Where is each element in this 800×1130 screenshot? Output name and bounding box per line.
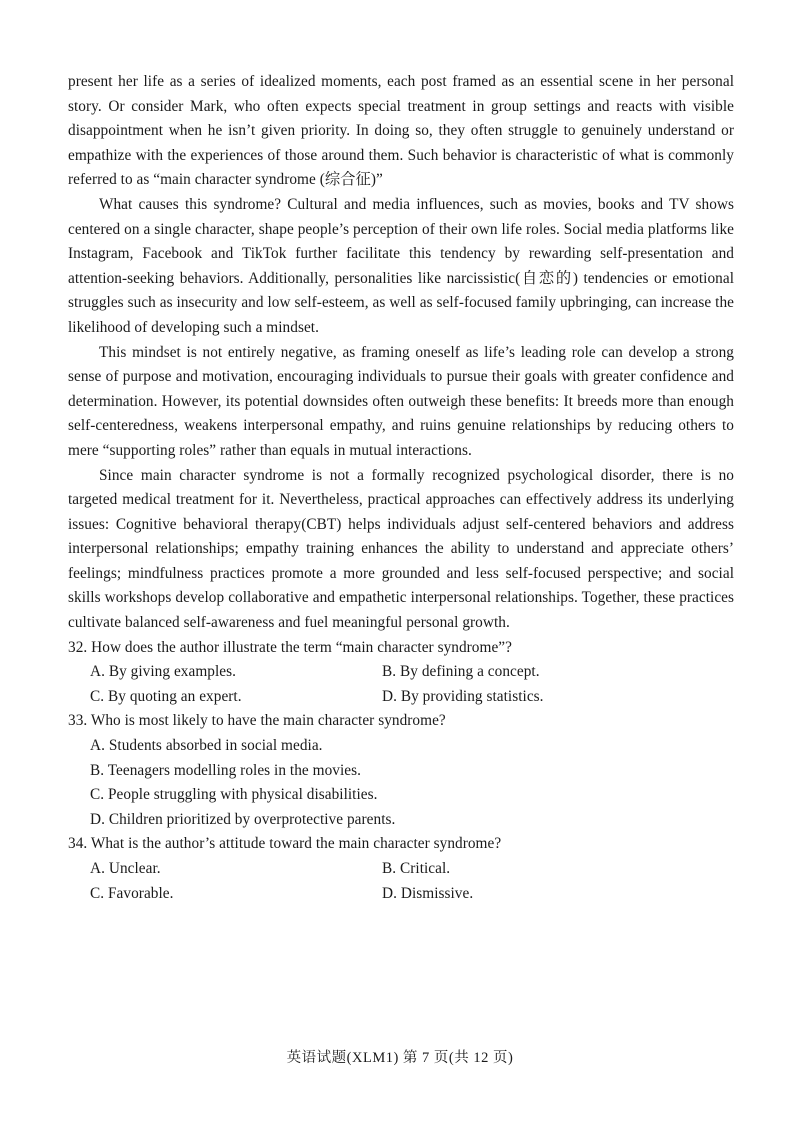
option-a: A. Unclear. [90, 860, 161, 877]
option-row [68, 685, 734, 710]
question-33 [68, 709, 734, 832]
question-34 [68, 832, 734, 906]
option-d: D. By providing statistics. [382, 687, 544, 705]
option-row [68, 857, 734, 882]
page-footer: 英语试题(XLM1) 第 7 页(共 12 页) [286, 1050, 514, 1066]
question-stem: 33. Who is most likely to have the main character syndrome? [68, 712, 446, 730]
exam-page [68, 70, 734, 906]
option-c: C. By quoting an expert. [90, 687, 242, 705]
passage-paragraph-3: This mindset is not entirely negative, as framing oneself as life’s leading role can develop a strong sense of purpose and motivation, encouraging individuals to pursue their goals with greater confidence and determination. However, its potential downsides often outweigh these benefits: It breeds more than enough self-centeredness, weakens interpersonal empathy, and ruins genuine relationships by reducing others to mere “supporting roles” rather than equals in mutual interactions. [68, 343, 734, 459]
question-32 [68, 636, 734, 710]
option-c: C. Favorable. [90, 884, 174, 902]
question-stem: 32. How does the author illustrate the term “main character syndrome”? [68, 638, 512, 656]
option-b: B. Teenagers modelling roles in the movies. [90, 761, 361, 779]
option-b: B. Critical. [382, 860, 451, 877]
option-b: B. By defining a concept. [382, 663, 540, 681]
option-d: D. Dismissive. [382, 884, 474, 902]
question-stem: 34. What is the author’s attitude toward the main character syndrome? [68, 835, 502, 853]
option-c: C. People struggling with physical disabilities. [90, 786, 378, 804]
option-d: D. Children prioritized by overprotective parents. [90, 810, 396, 828]
option-row [68, 882, 734, 907]
option-a: A. By giving examples. [90, 663, 236, 681]
option-a: A. Students absorbed in social media. [90, 737, 323, 755]
passage-paragraph-1: present her life as a series of idealized moments, each post framed as an essential scene in her personal story. Or consider Mark, who often expects special treatment in group settings and reacts with visible disappointment when he isn’t given priority. In doing so, they often struggle to genuinely understand or empathize with the experiences of those around them. Such behavior is characteristic of what is commonly referred to as “main character syndrome (综合征)” [68, 73, 734, 189]
option-row [68, 660, 734, 685]
passage-paragraph-2: What causes this syndrome? Cultural and media influences, such as movies, books and TV shows centered on a single character, shape people’s perception of their own life roles. Social media platforms like Instagram, Facebook and TikTok further facilitate this tendency by rewarding self-presentation and attention-seeking behaviors. Additionally, personalities like narcissistic(自恋的) tendencies or emotional struggles such as insecurity and low self-esteem, as well as self-focused family upbringing, can increase the likelihood of developing such a mindset. [68, 195, 734, 336]
passage-paragraph-4: Since main character syndrome is not a formally recognized psychological disorder, there is no targeted medical treatment for it. Nevertheless, practical approaches can effectively address its underlying issues: Cognitive behavioral therapy(CBT) helps individuals adjust self-centered behaviors and address interpersonal relationships; empathy training enhances the ability to understand and appreciate others’ feelings; mindfulness practices promote a more grounded and less self-focused perspective; and social skills workshops develop collaborative and empathetic interpersonal relationships. Together, these practices cultivate balanced self-awareness and fuel meaningful personal growth. [68, 466, 734, 632]
